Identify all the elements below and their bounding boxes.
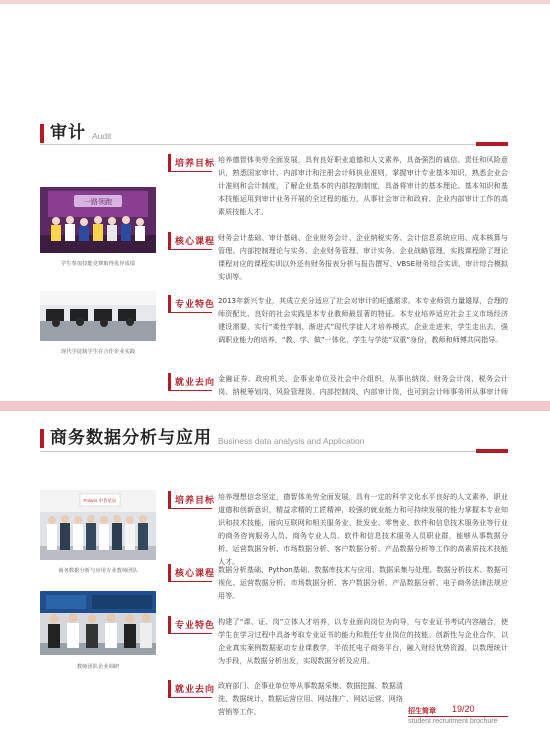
entry-text: 培养德智体美劳全面发展，具有良好职业道德和人文素养，具备强烈的诚信、责任和风险意识，熟悉国家审计、内部审计和注册会计师执业准则，掌握审计专业基本知识，熟悉企业会计准则和会计制度，了解企业基本的内部控制制度，具备将审计的基本理论、基本知识和基本技能运用到审计业务开展的全过程的能力，从事社会审计和政府、企业内部审计工作的高素质技能人才。: [218, 155, 508, 216]
photo-caption: 商务数据分析与应用专业教师团队: [58, 568, 138, 574]
entry-label: 培养目标: [168, 154, 219, 171]
entry-label-underline: [168, 390, 212, 391]
entry-label: 就业去向: [168, 680, 219, 697]
section-rule: [40, 451, 476, 452]
section-header-bda: [40, 425, 364, 451]
entry-label: 培养目标: [168, 491, 219, 508]
entry-label-underline: [168, 312, 212, 313]
footer-label: 招生简章: [408, 707, 436, 715]
footer-rule: [408, 716, 508, 717]
entry-label: 专业特色: [168, 616, 219, 633]
photo-caption: 现代学徒制学生在合作企业实践: [60, 349, 136, 355]
section-title: 商务数据分析与应用: [50, 428, 212, 448]
photo-teacher-team: [40, 490, 156, 560]
sign-text: Polaris 中普星辰: [83, 498, 117, 503]
section-rule: [40, 144, 476, 145]
footer-subtitle: student recruitment brochure: [408, 718, 498, 725]
photo-enterprise-visit: [40, 591, 156, 655]
section-title: 审计: [50, 123, 86, 143]
section-accent-bar: [40, 124, 44, 143]
entry-text: 财务会计基础、审计基础、企业财务会计、企业纳税实务、会计信息系统应用、成本核算与管理、内部控制理论与实务、企业财务管理、审计实务、企业战略管理，实践课程除了理论课程对应的课程实训以外还有财务报表分析与报告撰写、VBSE财务综合实训、审计综合模拟实训等。: [218, 233, 508, 281]
banner-text: 一路领跑: [84, 198, 112, 206]
section-rule-mark: [476, 449, 508, 453]
entry-text: 金融证券、政府机关、企事业单位及社会中介组织，从事出纳岗、财务会计岗、税务会计岗、纳税筹划岗、风险管理岗、内部控制岗、内部审计岗，也可到会计师事务所从事审计师: [218, 374, 508, 396]
photo-caption: 教师团队企业调研: [76, 664, 120, 670]
entry-label-underline: [168, 508, 212, 509]
entry-text: 2013年新兴专业，其成立充分适应了社会对审计的旺盛需求。本专业师资力量雄厚，合理的师资配比、良好的社会实践是本专业教师最显著的特征。本专业培养适应社会主义市场经济建设需要，实行“柔性学制、渐进式”现代学徒人才培养模式，企业走进来，学生走出去，强调职业能力的培养，“教、学、做”一体化，学生与学徒“双重”身份，教师和师傅共同指导。: [218, 296, 508, 344]
entry-label-underline: [168, 249, 212, 250]
section-accent-bar: [40, 429, 44, 448]
entry-label-underline: [168, 171, 212, 172]
section-rule-mark: [476, 142, 508, 146]
entry-label-underline: [168, 697, 212, 698]
entry-text: 培养理想信念坚定，德智体美劳全面发展，具有一定的科学文化水平良好的人文素养，职业道德和创新意识，精益求精的工匠精神，较强的就业能力和可持续发展的能力掌握本专业知识和技术技能，面向互联网和相关服务业、批发业、零售业、软件和信息技术服务业等行业的商务咨询服务人员、商务专业人员、软件和信息技术服务人员职业群，能够从事数据分析、运营数据分析、市场数据分析、客户数据分析、产品数据分析等工作的高素质技术技能人才。: [218, 492, 508, 566]
entry-label: 核心课程: [168, 232, 219, 249]
section-divider: [0, 401, 550, 411]
entry-text: 数据分析基础、Python基础、数据库技术与应用、数据采集与处理、数据分析技术、数据可视化、运营数据分析、市场数据分析、客户数据分析、产品数据分析、电子商务法律法规应用等。: [218, 565, 508, 600]
photo-competition: [40, 187, 156, 253]
entry-text: 构建了“课、证、岗”立体人才培养，以专业面向岗位为向导，与专业证书考试内容融合，使学生在学习过程中具备考取专业证书的能力和胜任专业岗位的技能。创新性与企业合作，以企业真实案例数据驱动专业课教学，半依托电子商务平台，融入财经优势资源，以数理统计为手段，从数据分析出发，实现数据分析及应用。: [218, 617, 508, 665]
entry-label-underline: [168, 633, 212, 634]
entry-label: 专业特色: [168, 295, 219, 312]
page-number: 19/20: [452, 704, 475, 714]
entry-label-underline: [168, 581, 212, 582]
section-subtitle: Business data analysis and Application: [218, 436, 365, 446]
photo-caption: 学生参加技能竞赛取得优异成绩: [60, 261, 136, 267]
entry-text: 政府部门、企事业单位等从事数据采集、数据挖掘、数据清洗、数据统计、数据运营应用、网站推广、网站运营、网络营销等工作。: [218, 681, 403, 716]
entry-label: 核心课程: [168, 564, 219, 581]
entry-label: 就业去向: [168, 373, 219, 390]
top-accent-bar: [0, 0, 550, 4]
section-subtitle: Audit: [92, 131, 112, 141]
photo-practice: [40, 291, 156, 341]
section-header-audit: [40, 120, 111, 146]
